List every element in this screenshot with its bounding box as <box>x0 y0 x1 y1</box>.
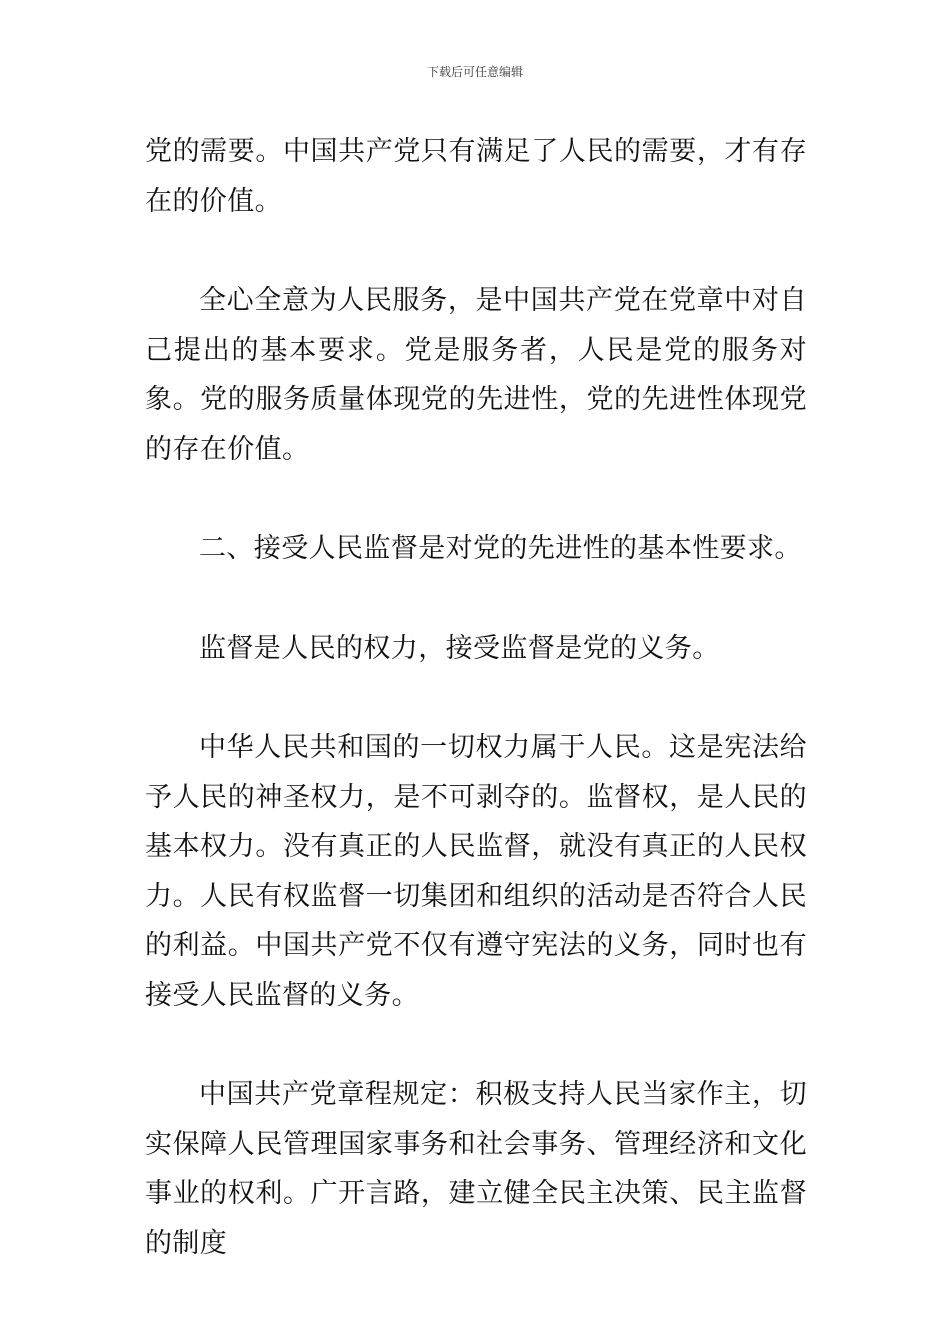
paragraph-serve-people: 全心全意为人民服务，是中国共产党在党章中对自己提出的基本要求。党是服务者，人民是党的服务对象。党的服务质量体现党的先进性，党的先进性体现党的存在价值。 <box>145 285 807 465</box>
page-header: 下载后可任意编辑 <box>426 65 523 79</box>
paragraph-party-charter: 中国共产党章程规定：积极支持人民当家作主，切实保障人民管理国家事务和社会事务、管理经济和文化事业的权利。广开言路，建立健全民主决策、民主监督的制度 <box>145 1079 807 1259</box>
paragraph-constitution: 中华人民共和国的一切权力属于人民。这是宪法给予人民的神圣权力，是不可剥夺的。监督权，是人民的基本权力。没有真正的人民监督，就没有真正的人民权力。人民有权监督一切集团和组织的活动是否符合人民的利益。中国共产党不仅有遵守宪法的义务，同时也有接受人民监督的义务。 <box>145 732 807 1011</box>
paragraph-supervision-right: 监督是人民的权力，接受监督是党的义务。 <box>199 632 720 664</box>
section-heading-supervision: 二、接受人民监督是对党的先进性的基本性要求。 <box>199 533 802 564</box>
paragraph-continuation: 党的需要。中国共产党只有满足了人民的需要，才有存在的价值。 <box>145 136 807 217</box>
document-body <box>145 127 807 1318</box>
